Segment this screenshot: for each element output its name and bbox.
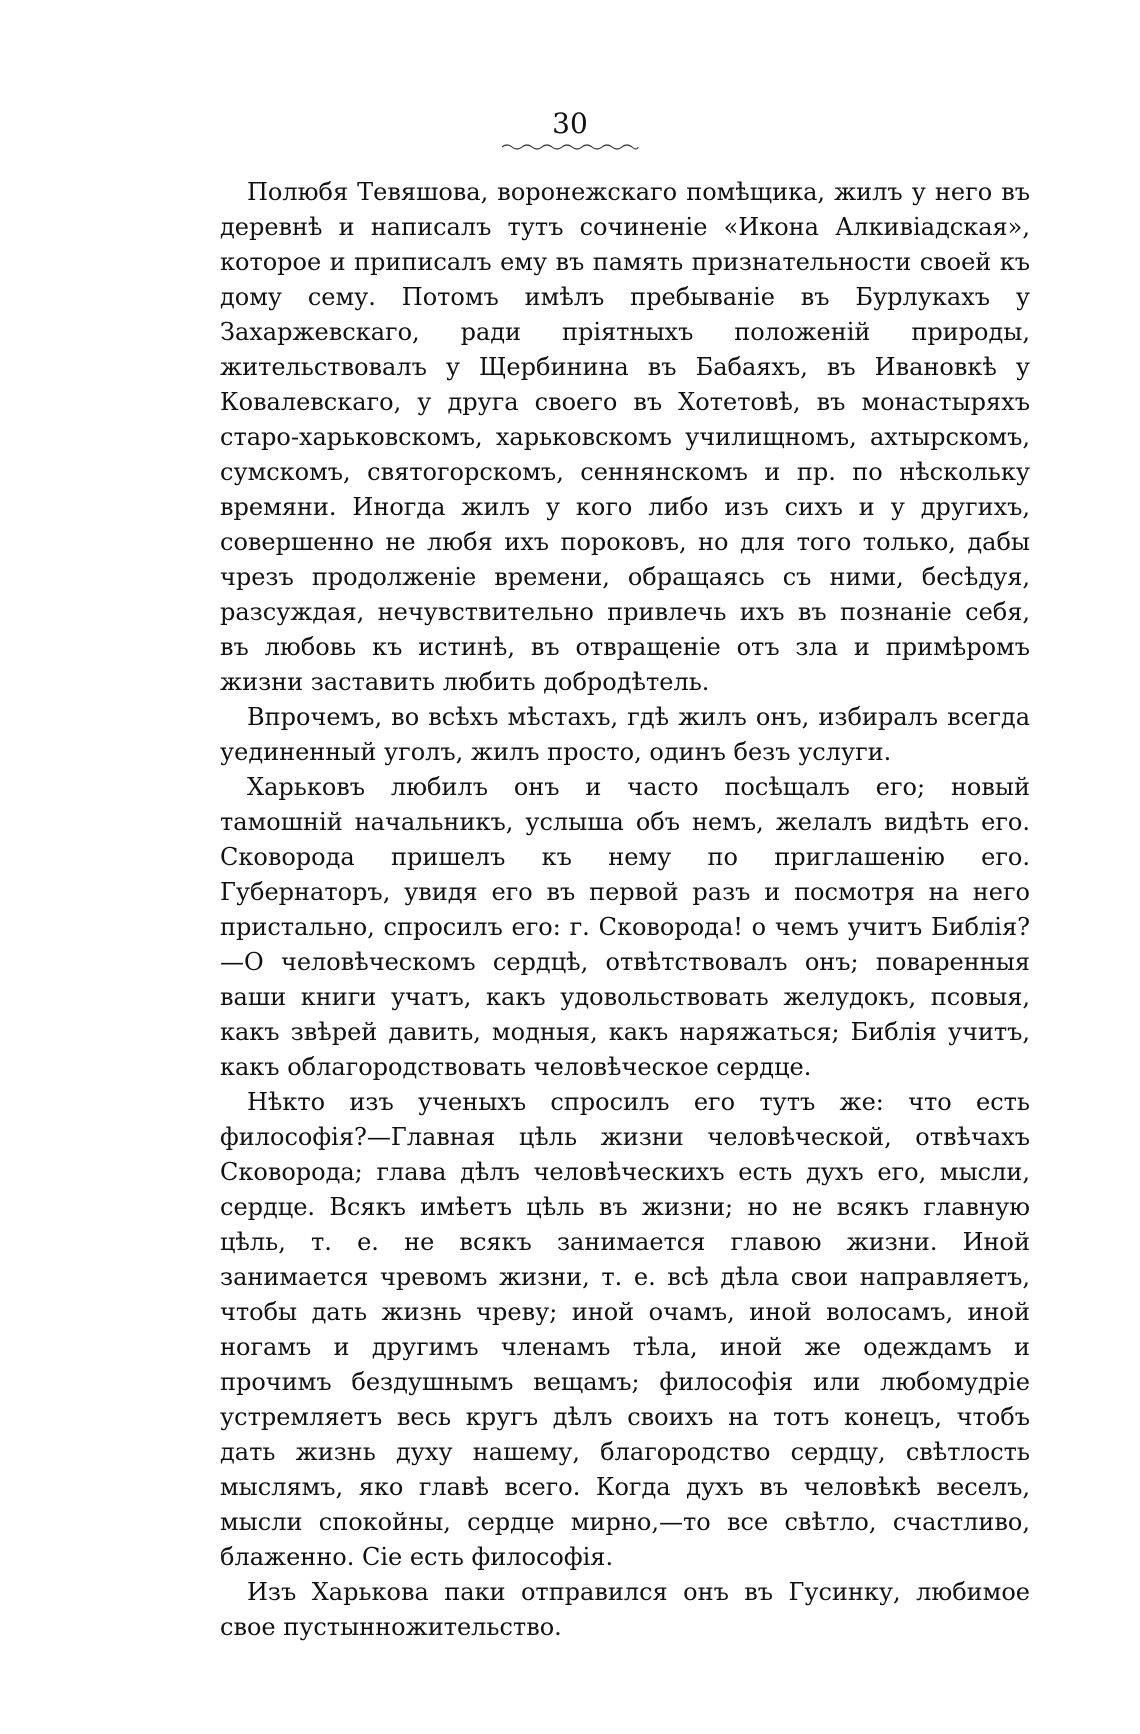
body-text [220,175,1030,1645]
paragraph: Нѣкто изъ ученыхъ спросилъ его тутъ же: что есть философія?—Главная цѣль жизни человѣческой, отвѣчахъ Сковорода; глава дѣлъ человѣческихъ есть духъ его, мысли, сердце. Всякъ имѣетъ цѣль въ жизни; но не всякъ главную цѣль, т. е. не всякъ занимается главою жизни. Иной занимается чревомъ жизни, т. е. всѣ дѣла свои направляетъ, чтобы дать жизнь чреву; иной очамъ, иной волосамъ, иной ногамъ и другимъ членамъ тѣла, иной же одеждамъ и прочимъ бездушнымъ вещамъ; философія или любомудріе устремляетъ весь кругъ дѣлъ своихъ на тотъ конецъ, чтобъ дать жизнь духу нашему, благородство сердцу, свѣтлость мыслямъ, яко главѣ всего. Когда духъ въ человѣкѣ веселъ, мысли спокойны, сердце мирно,—то все свѣтло, счастливо, блаженно. Сіе есть философія. [220,1088,1030,1571]
paragraph: Изъ Харькова паки отправился онъ въ Гусинку, любимое свое пустынножительство. [220,1578,1030,1641]
paragraph: Впрочемъ, во всѣхъ мѣстахъ, гдѣ жилъ онъ, избиралъ всегда уединенный уголъ, жилъ просто, одинъ безъ услуги. [220,703,1030,766]
page-header [0,107,1140,152]
paragraph: Полюбя Тевяшова, воронежскаго помѣщика, жилъ у него въ деревнѣ и написалъ тутъ сочиненіе «Икона Алкивіадская», которое и приписалъ ему въ память признательности своей къ дому сему. Потомъ имѣлъ пребываніе въ Бурлукахъ у Захаржевскаго, ради пріятныхъ положеній природы, жительствовалъ у Щербинина въ Бабаяхъ, въ Ивановкѣ у Ковалевскаго, у друга своего въ Хотетовѣ, въ монастыряхъ старо-харьковскомъ, харьковскомъ училищномъ, ахтырскомъ, сумскомъ, святогорскомъ, сеннянскомъ и пр. по нѣскольку времяни. Иногда жилъ у кого либо изъ сихъ и у другихъ, совершенно не любя ихъ пороковъ, но для того только, дабы чрезъ продолженіе времени, обращаясь съ ними, бесѣдуя, разсуждая, нечувствительно привлечь ихъ въ познаніе себя, въ любовь къ истинѣ, въ отвращеніе отъ зла и примѣромъ жизни заставить любить добродѣтель. [220,178,1030,696]
page-number: 30 [552,107,588,140]
paragraph: Харьковъ любилъ онъ и часто посѣщалъ его; новый тамошній начальникъ, услыша объ немъ, желалъ видѣть его. Сковорода пришелъ къ нему по приглашенію его. Губернаторъ, увидя его въ первой разъ и посмотря на него пристально, спросилъ его: г. Сковорода! о чемъ учитъ Библія?—О человѣческомъ сердцѣ, отвѣтствовалъ онъ; поваренныя ваши книги учатъ, какъ удовольствовать желудокъ, псовыя, какъ звѣрей давить, модныя, какъ наряжаться; Библія учитъ, какъ облагородствовать человѣческое сердце. [220,773,1030,1081]
ornamental-flourish [500,142,640,152]
